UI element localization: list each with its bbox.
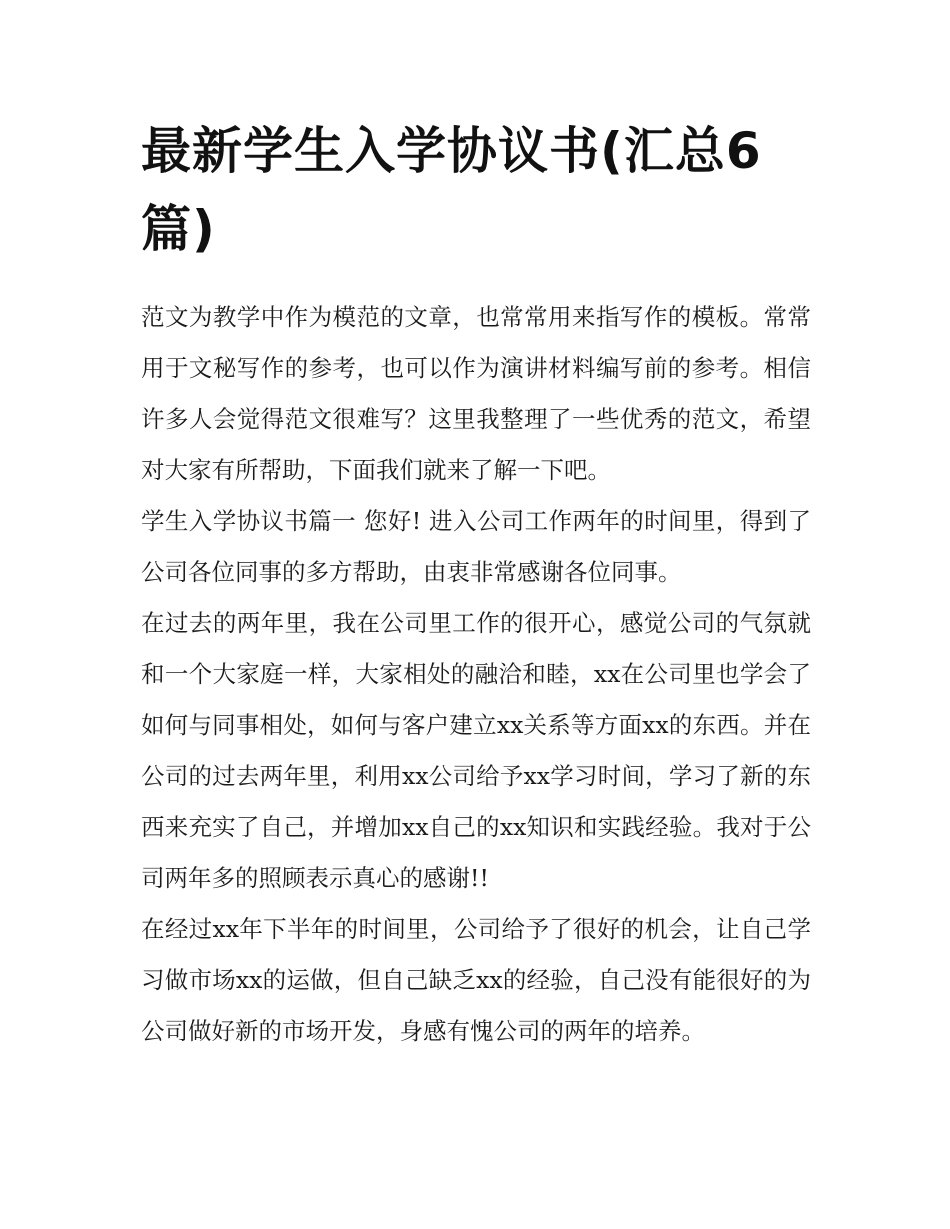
paragraph-intro: 范文为教学中作为模范的文章，也常常用来指写作的模板。常常用于文秘写作的参考，也可以作为演讲材料编写前的参考。相信许多人会觉得范文很难写？这里我整理了一些优秀的范文，希望对大家有所帮助，下面我们就来了解一下吧。 — [141, 303, 811, 484]
paragraph-second-half-year: 在经过xx年下半年的时间里，公司给予了很好的机会，让自己学习做市场xx的运做，但自己缺乏xx的经验，自己没有能很好的为公司做好新的市场开发，身感有愧公司的两年的培养。 — [141, 915, 811, 1045]
paragraph-past-two-years: 在过去的两年里，我在公司里工作的很开心，感觉公司的气氛就和一个大家庭一样，大家相处的融洽和睦，xx在公司里也学会了如何与同事相处，如何与客户建立xx关系等方面xx的东西。并在公司的过去两年里，利用xx公司给予xx学习时间，学习了新的东西来充实了自己，并增加xx自己的xx知识和实践经验。我对于公司两年多的照顾表示真心的感谢!! — [141, 609, 811, 892]
document-title: 最新学生入学协议书(汇总6篇) — [141, 122, 762, 258]
document-body — [141, 292, 811, 1057]
document-content — [141, 112, 811, 1057]
paragraph-greeting: 学生入学协议书篇一 您好! 进入公司工作两年的时间里，得到了公司各位同事的多方帮助，由衷非常感谢各位同事。 — [141, 507, 811, 586]
